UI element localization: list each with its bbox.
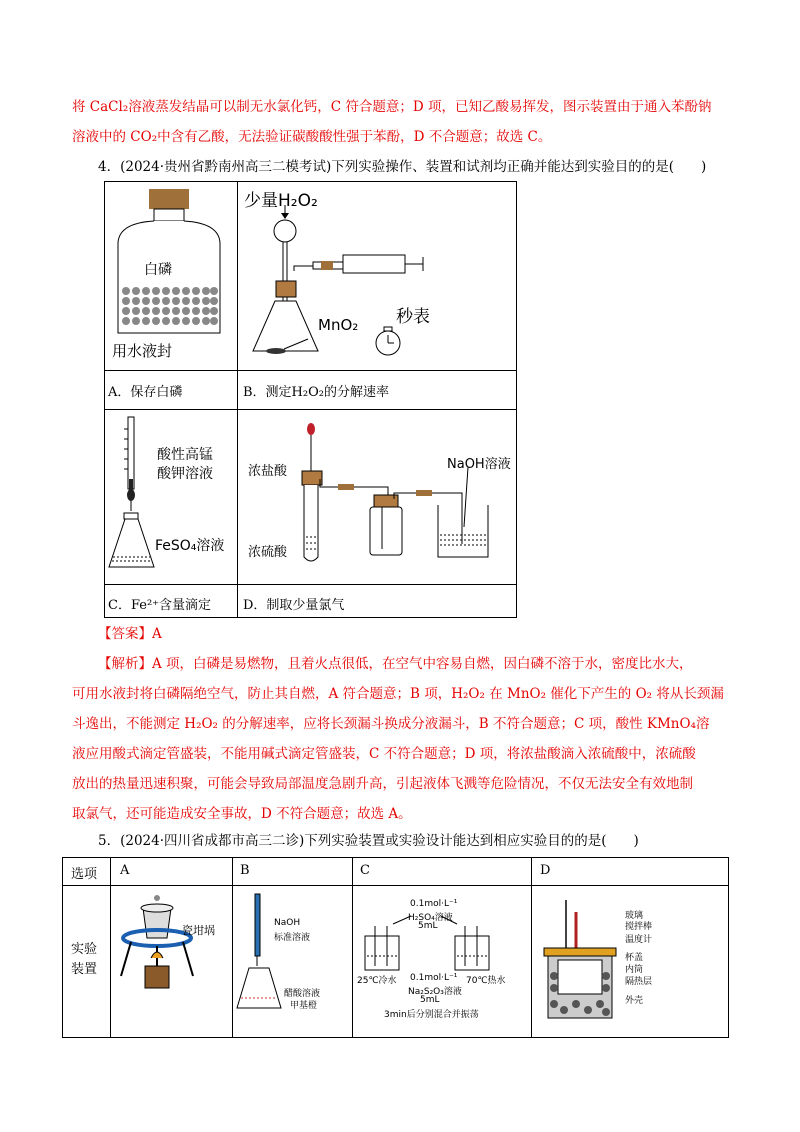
stopwatch-label: 秒表 bbox=[396, 307, 430, 327]
lid-label: 杯盖 bbox=[625, 953, 644, 963]
methyl-orange-label: 甲基橙 bbox=[290, 1001, 318, 1011]
thermometer-label: 温度计 bbox=[625, 935, 653, 945]
q5-row-label-1: 实验 bbox=[71, 942, 98, 957]
q4-caption-c: C．Fe²⁺含量滴定 bbox=[108, 598, 212, 613]
c-label-6: Na₂S₂O₃溶液 bbox=[408, 987, 462, 997]
c-label-5: 0.1mol·L⁻¹ bbox=[410, 973, 458, 983]
c-label-2: H₂SO₄溶液 bbox=[408, 913, 453, 923]
q5-header-c: C bbox=[360, 863, 370, 878]
q5-header-option: 选项 bbox=[71, 867, 98, 882]
c-label-8: 70℃热水 bbox=[466, 976, 506, 986]
mno2-label: MnO₂ bbox=[318, 316, 359, 334]
h2so4-label: 浓硫酸 bbox=[248, 545, 288, 560]
water-seal-label: 用水液封 bbox=[112, 342, 173, 360]
q4-answer: 【答案】A bbox=[98, 626, 162, 642]
insulation-label: 隔热层 bbox=[625, 977, 653, 987]
q4-stem: 4．(2024·贵州省黔南州高三二模考试)下列实验操作、装置和试剂均正确并能达到实验目的的是( ) bbox=[98, 159, 707, 175]
q4-analysis-6: 取氯气，还可能造成安全事故，D 不符合题意；故选 A。 bbox=[72, 806, 412, 822]
top-line-2: 溶液中的 CO₂中含有乙酸，无法验证碳酸酸性强于苯酚，D 不合题意；故选 C。 bbox=[72, 129, 552, 145]
stir-rod-label-2: 搅拌棒 bbox=[625, 922, 653, 932]
q5-header-d: D bbox=[540, 863, 551, 878]
titration-figure bbox=[104, 409, 237, 584]
kmno4-label-2: 酸钾溶液 bbox=[157, 466, 213, 482]
outer-shell-label: 外壳 bbox=[625, 996, 644, 1006]
c-label-4: 25℃冷水 bbox=[357, 976, 397, 986]
q4-caption-d: D．制取少量氯气 bbox=[243, 598, 345, 613]
q5-header-a: A bbox=[120, 863, 130, 878]
q4-analysis-4: 液应用酸式滴定管盛装，不能用碱式滴定管盛装，C 不符合题意；D 项，将浓盐酸滴入浓硫酸中，浓硫酸 bbox=[72, 746, 696, 762]
top-line-1: 将 CaCl₂溶液蒸发结晶可以制无水氯化钙，C 符合题意；D 项，已知乙酸易挥发，图示装置由于通入苯酚钠 bbox=[72, 99, 712, 115]
c-label-3: 5mL bbox=[418, 921, 438, 931]
c-label-9: 3min后分别混合并振荡 bbox=[384, 1010, 479, 1020]
q5-header-b: B bbox=[240, 863, 250, 878]
c-label-7: 5mL bbox=[420, 995, 440, 1005]
crucible-figure bbox=[111, 886, 232, 1036]
q4-caption-a: A．保存白磷 bbox=[108, 385, 183, 400]
q4-analysis-1: 【解析】A 项，白磷是易燃物，且着火点很低，在空气中容易自燃，因白磷不溶于水，密度比水大， bbox=[98, 656, 693, 672]
inner-cup-label: 内筒 bbox=[625, 965, 644, 975]
bottle-label: 白磷 bbox=[144, 262, 172, 278]
naoh-std-label-1: NaOH bbox=[274, 918, 301, 928]
kmno4-label-1: 酸性高锰 bbox=[157, 447, 213, 463]
q4-analysis-5: 放出的热量迅速积聚，可能会导致局部温度急剧升高，引起液体飞溅等危险情况，不仅无法安全有效地制 bbox=[72, 776, 693, 792]
naoh-label: NaOH溶液 bbox=[447, 457, 511, 472]
q4-analysis-3: 斗逸出，不能测定 H₂O₂ 的分解速率，应将长颈漏斗换成分液漏斗，B 不符合题意；C 项，酸性 KMnO₄溶 bbox=[72, 716, 710, 732]
h2o2-label: 少量H₂O₂ bbox=[244, 191, 318, 211]
hcl-label: 浓盐酸 bbox=[248, 464, 288, 479]
feso4-label: FeSO₄溶液 bbox=[155, 538, 225, 554]
q5-stem: 5．(2024·四川省成都市高三二诊)下列实验装置或实验设计能达到相应实验目的的是( ) bbox=[98, 833, 639, 849]
q4-analysis-2: 可用水液封将白磷隔绝空气，防止其自燃，A 符合题意；B 项，H₂O₂ 在 MnO₂ 催化下产生的 O₂ 将从长颈漏 bbox=[72, 686, 724, 702]
c-label-1: 0.1mol·L⁻¹ bbox=[410, 899, 458, 909]
naoh-std-label-2: 标准溶液 bbox=[274, 933, 311, 943]
stir-rod-label-1: 玻璃 bbox=[625, 911, 644, 921]
q4-caption-b: B．测定H₂O₂的分解速率 bbox=[243, 385, 389, 400]
acetic-acid-label: 醋酸溶液 bbox=[284, 989, 321, 999]
q5-row-label-2: 装置 bbox=[71, 962, 98, 977]
crucible-label: 瓷坩埚 bbox=[182, 924, 215, 937]
acid-base-titration-figure bbox=[233, 886, 352, 1036]
